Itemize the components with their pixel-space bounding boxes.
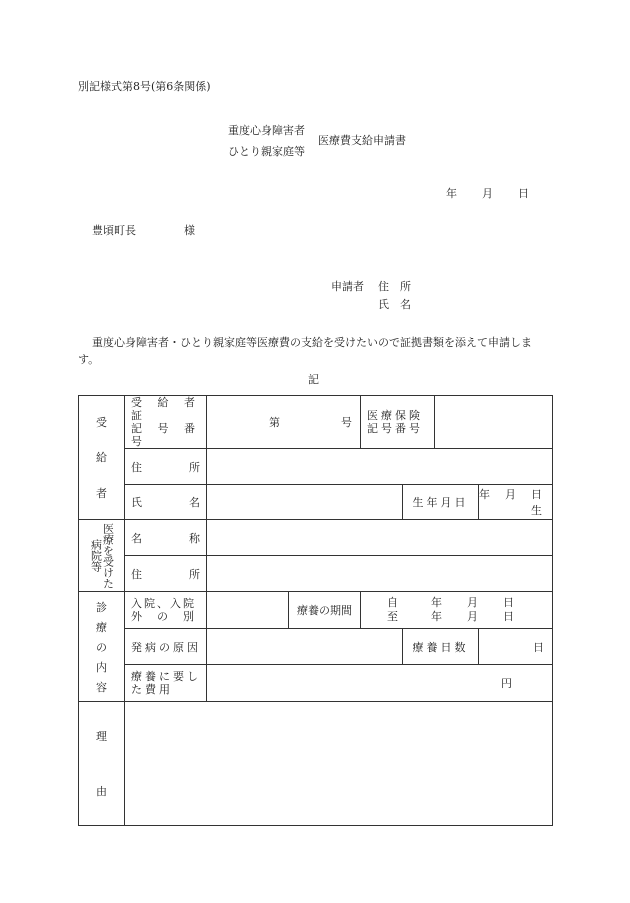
date-year-label: 年 bbox=[446, 187, 457, 200]
illness-cause-field[interactable] bbox=[207, 629, 403, 665]
title-line-2: ひとり親家庭等 bbox=[228, 145, 305, 158]
period-to-month: 月 bbox=[467, 610, 478, 623]
cost-unit: 円 bbox=[501, 677, 512, 690]
recipient-section-label bbox=[79, 396, 125, 520]
recipient-name-field[interactable] bbox=[207, 485, 403, 520]
birth-date-label: 生年月日 bbox=[403, 485, 479, 520]
inout-label-line-2: 外 の 別 bbox=[131, 610, 196, 623]
treatment-days-label: 療養日数 bbox=[403, 629, 479, 665]
addressee-name: 豊頃町長 bbox=[92, 224, 136, 237]
hospital-section-label bbox=[79, 520, 125, 592]
hospital-address-label bbox=[125, 556, 207, 592]
name-label-char-1: 氏 bbox=[131, 496, 142, 509]
hosp-name-char-1: 名 bbox=[131, 531, 142, 545]
period-from-label: 自 bbox=[387, 596, 398, 609]
application-form-table bbox=[78, 395, 553, 826]
treatment-cost-field[interactable] bbox=[207, 665, 553, 702]
treatment-char-3: の bbox=[96, 640, 107, 654]
period-from-day: 日 bbox=[503, 596, 514, 609]
recipient-address-label bbox=[125, 449, 207, 485]
recipient-label-1: 受 bbox=[96, 416, 107, 430]
period-to-label: 至 bbox=[387, 610, 398, 623]
recipient-name-label bbox=[125, 485, 207, 520]
title-line-1: 重度心身障害者 bbox=[228, 124, 305, 137]
period-to-year: 年 bbox=[431, 610, 442, 623]
applicant-address-label: 住 所 bbox=[378, 280, 411, 293]
birth-date-field[interactable]: 年 月 日生 bbox=[479, 485, 553, 520]
hosp-addr-char-2: 所 bbox=[189, 567, 200, 581]
treatment-section-label bbox=[79, 592, 125, 702]
date-day-label: 日 bbox=[518, 187, 529, 200]
hospital-name-label bbox=[125, 520, 207, 556]
cost-label-line-1: 療養に要し bbox=[131, 670, 201, 683]
cert-number-field[interactable] bbox=[207, 396, 361, 449]
hosp-name-char-2: 称 bbox=[189, 531, 200, 545]
cert-number-label bbox=[125, 396, 207, 449]
treatment-char-2: 療 bbox=[96, 620, 107, 634]
treatment-char-5: 容 bbox=[96, 680, 107, 694]
name-label-char-2: 名 bbox=[189, 496, 200, 509]
cert-number-label-line-2: 記 号 番 号 bbox=[131, 422, 201, 448]
insurance-label-line-1: 医療保険 bbox=[367, 409, 423, 422]
ki-heading: 記 bbox=[308, 373, 319, 386]
period-to-day: 日 bbox=[503, 610, 514, 623]
cert-number-dai: 第 bbox=[269, 416, 280, 429]
insurance-number-label bbox=[361, 396, 435, 449]
hospital-address-field[interactable] bbox=[207, 556, 553, 592]
addressee-honorific: 様 bbox=[184, 224, 195, 237]
treatment-char-1: 診 bbox=[96, 600, 107, 614]
illness-cause-label: 発病の原因 bbox=[125, 629, 207, 665]
form-number: 別記様式第8号(第6条関係) bbox=[78, 80, 211, 93]
treatment-days-field[interactable]: 日 bbox=[479, 629, 553, 665]
recipient-address-field[interactable] bbox=[207, 449, 553, 485]
page-title: 医療費支給申請書 bbox=[318, 134, 406, 147]
inpatient-outpatient-field[interactable] bbox=[207, 592, 289, 629]
cert-number-label-line-1: 受 給 者 証 bbox=[131, 396, 201, 422]
insurance-number-field[interactable] bbox=[435, 396, 553, 449]
cost-label-line-2: た費用 bbox=[131, 683, 173, 696]
treatment-period-label: 療養の期間 bbox=[289, 592, 361, 629]
treatment-period-field[interactable] bbox=[361, 592, 553, 629]
cert-number-go: 号 bbox=[341, 416, 352, 429]
address-label-char-2: 所 bbox=[189, 460, 200, 474]
recipient-label-2: 給 bbox=[96, 451, 107, 465]
reason-field[interactable] bbox=[125, 702, 553, 826]
hosp-addr-char-1: 住 bbox=[131, 567, 142, 581]
inpatient-outpatient-label bbox=[125, 592, 207, 629]
recipient-label-3: 者 bbox=[96, 486, 107, 500]
hospital-label: 医療を受けた病院等 bbox=[89, 522, 115, 589]
reason-label bbox=[79, 702, 125, 826]
address-label-char-1: 住 bbox=[131, 460, 142, 474]
applicant-name-label: 氏 名 bbox=[378, 298, 411, 311]
period-from-year: 年 bbox=[431, 596, 442, 609]
inout-label-line-1: 入院、入院 bbox=[131, 597, 196, 610]
treatment-cost-label bbox=[125, 665, 207, 702]
insurance-label-line-2: 記号番号 bbox=[367, 422, 423, 435]
period-from-month: 月 bbox=[467, 596, 478, 609]
applicant-label: 申請者 bbox=[331, 280, 364, 293]
treatment-char-4: 内 bbox=[96, 660, 107, 674]
reason-char-1: 理 bbox=[96, 730, 107, 743]
date-month-label: 月 bbox=[482, 187, 493, 200]
hospital-name-field[interactable] bbox=[207, 520, 553, 556]
reason-char-2: 由 bbox=[96, 785, 107, 798]
application-statement: 重度心身障害者・ひとり親家庭等医療費の支給を受けたいので証拠書類を添えて申請します。 bbox=[78, 336, 532, 366]
